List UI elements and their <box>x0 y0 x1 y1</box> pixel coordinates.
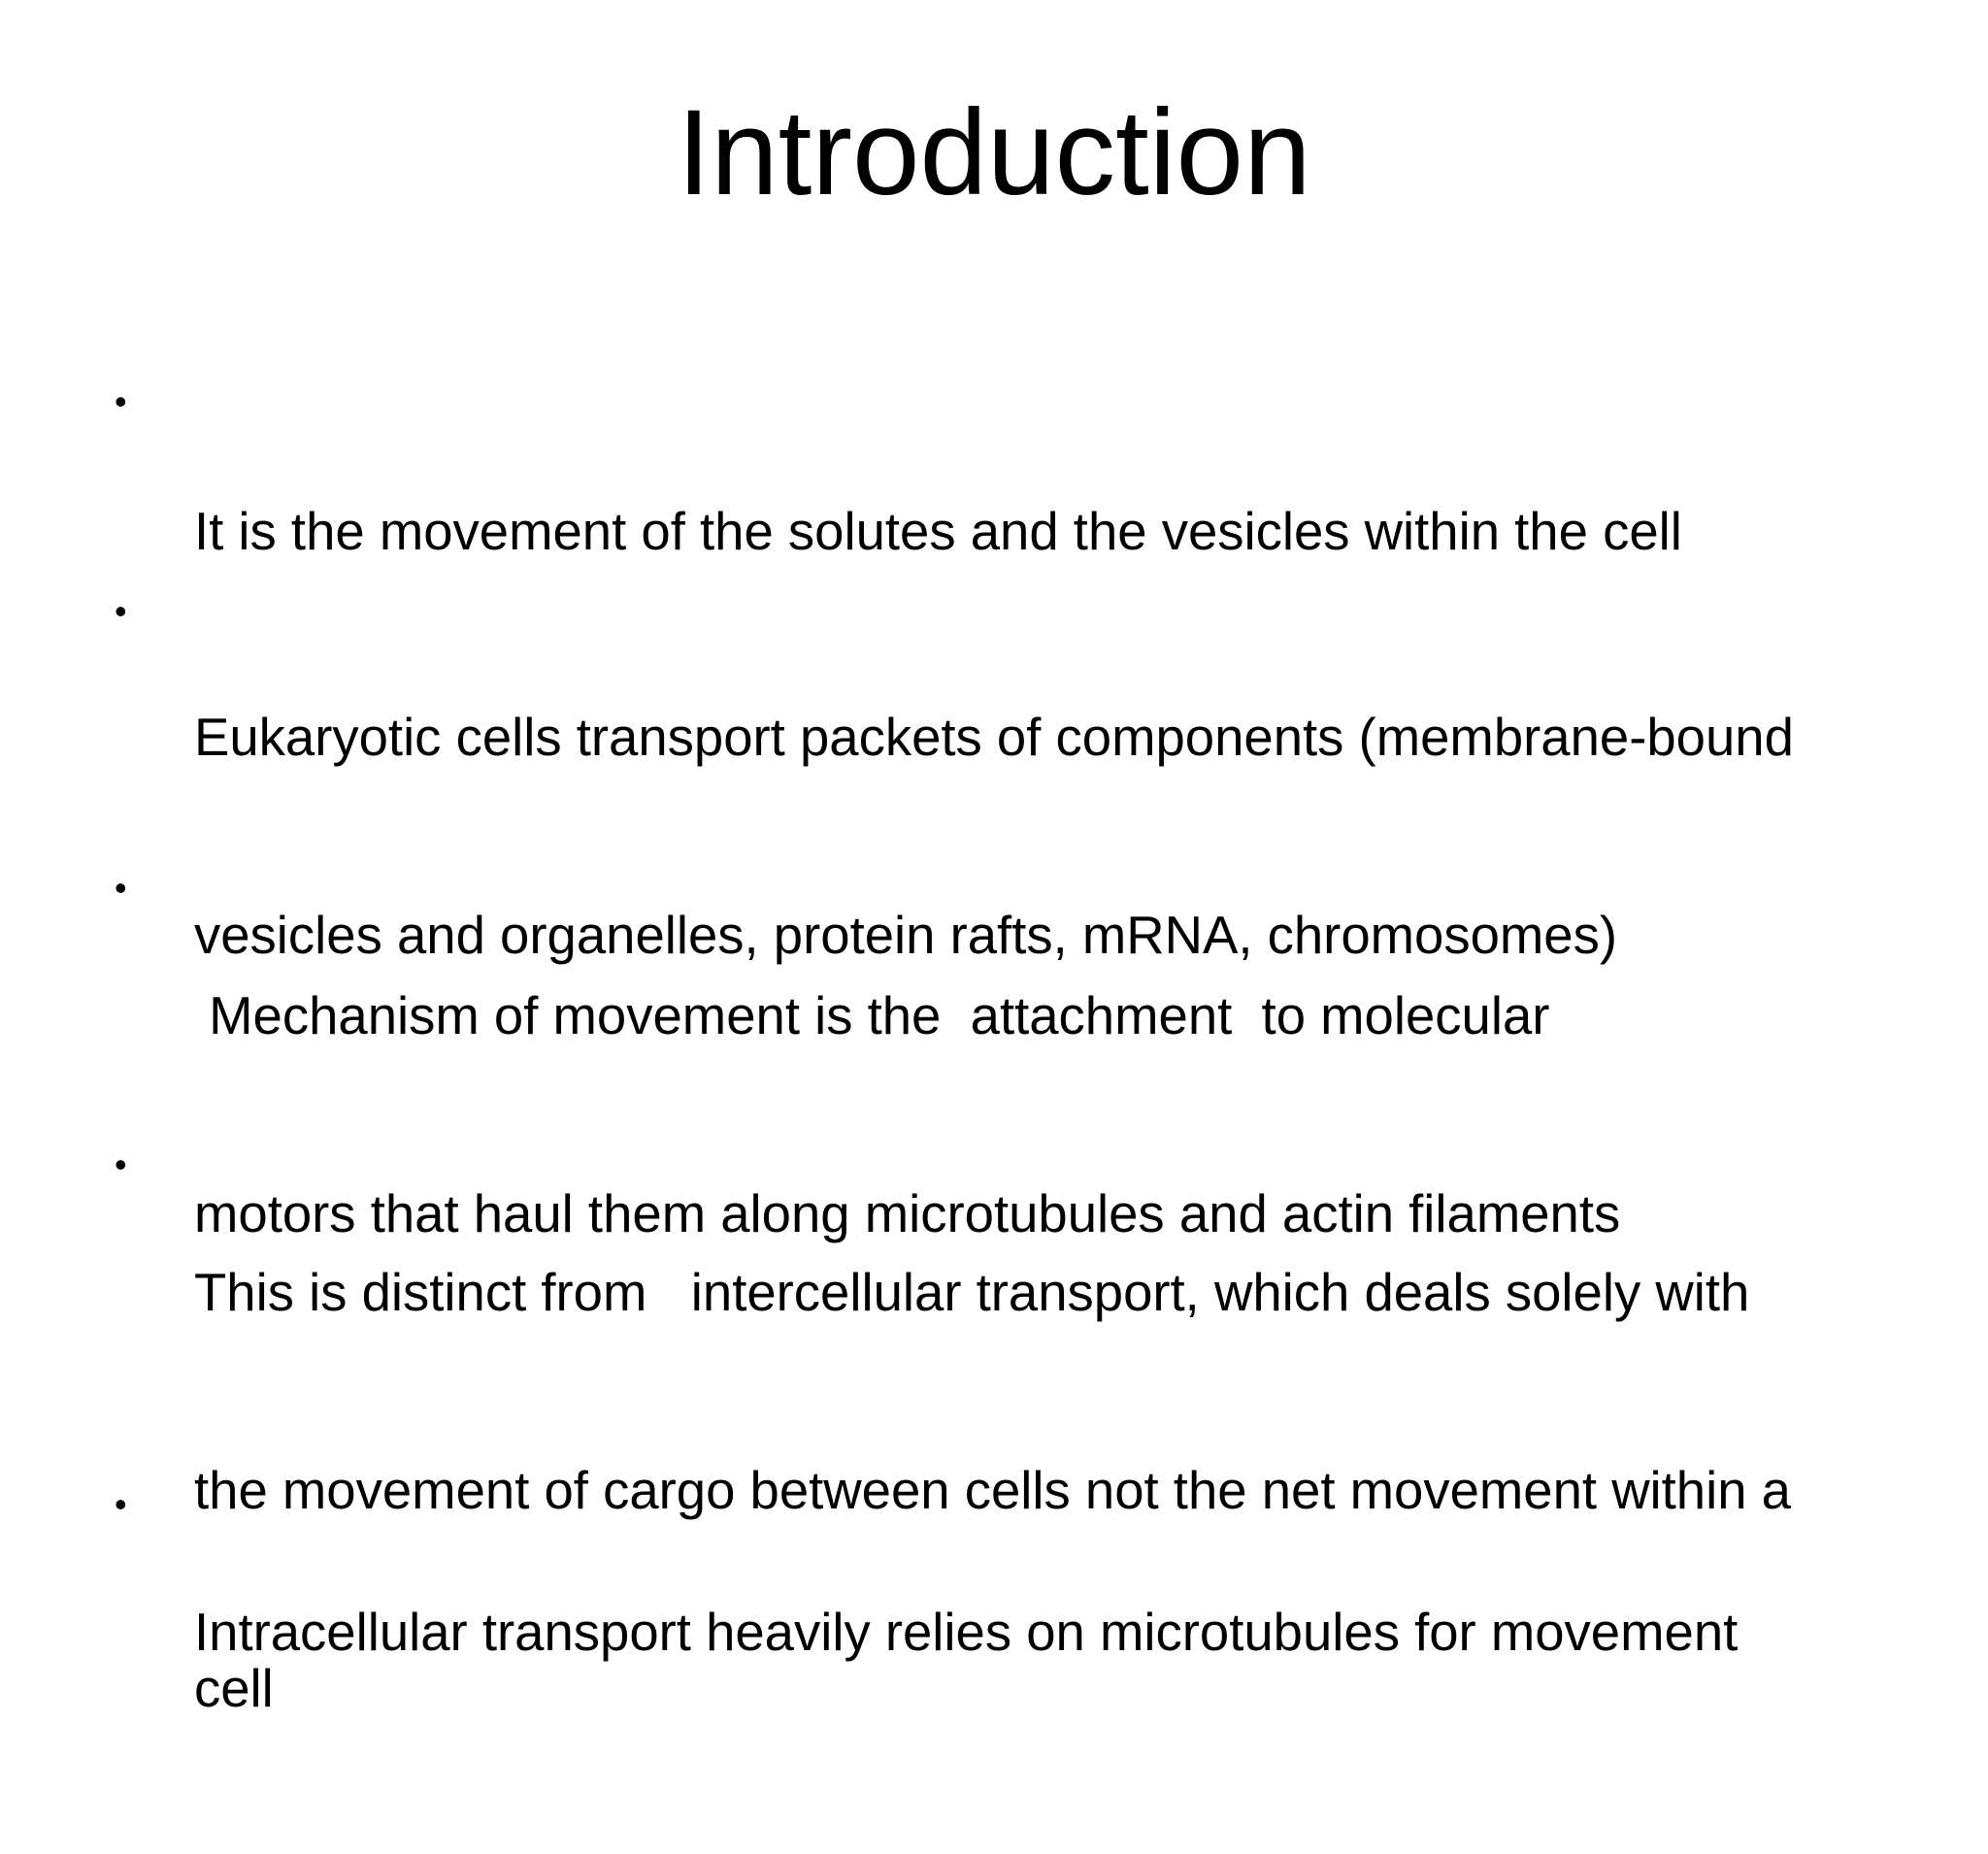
bullet-line: cell <box>194 1659 274 1718</box>
bullet-marker: • <box>115 868 127 908</box>
bullet-line: vesicles and organelles, protein rafts, mRNA, chromosomes) <box>194 906 1618 965</box>
bullet-marker: • <box>115 1484 127 1524</box>
bullet-line: Intracellular transport heavily relies on microtubules for movement <box>194 1603 1739 1662</box>
bullet-line: It is the movement of the solutes and the vesicles within the cell <box>194 502 1682 561</box>
bullet-line: Eukaryotic cells transport packets of components (membrane-bound <box>194 708 1794 767</box>
bullet-marker: • <box>115 381 127 421</box>
bullet-line: the movement of cargo between cells not the net movement within a <box>194 1461 1791 1520</box>
bullet-marker: • <box>115 591 127 631</box>
slide-title: Introduction <box>677 85 1311 220</box>
bullet-line: motors that haul them along microtubules and actin filaments <box>194 1184 1621 1243</box>
bullet-text <box>194 1468 1903 1798</box>
bullet-line: This is distinct from intercellular transport, which deals solely with <box>194 1263 1750 1322</box>
bullet-line: Mechanism of movement is the attachment to molecular <box>194 986 1550 1045</box>
bullet-marker: • <box>115 1144 127 1184</box>
